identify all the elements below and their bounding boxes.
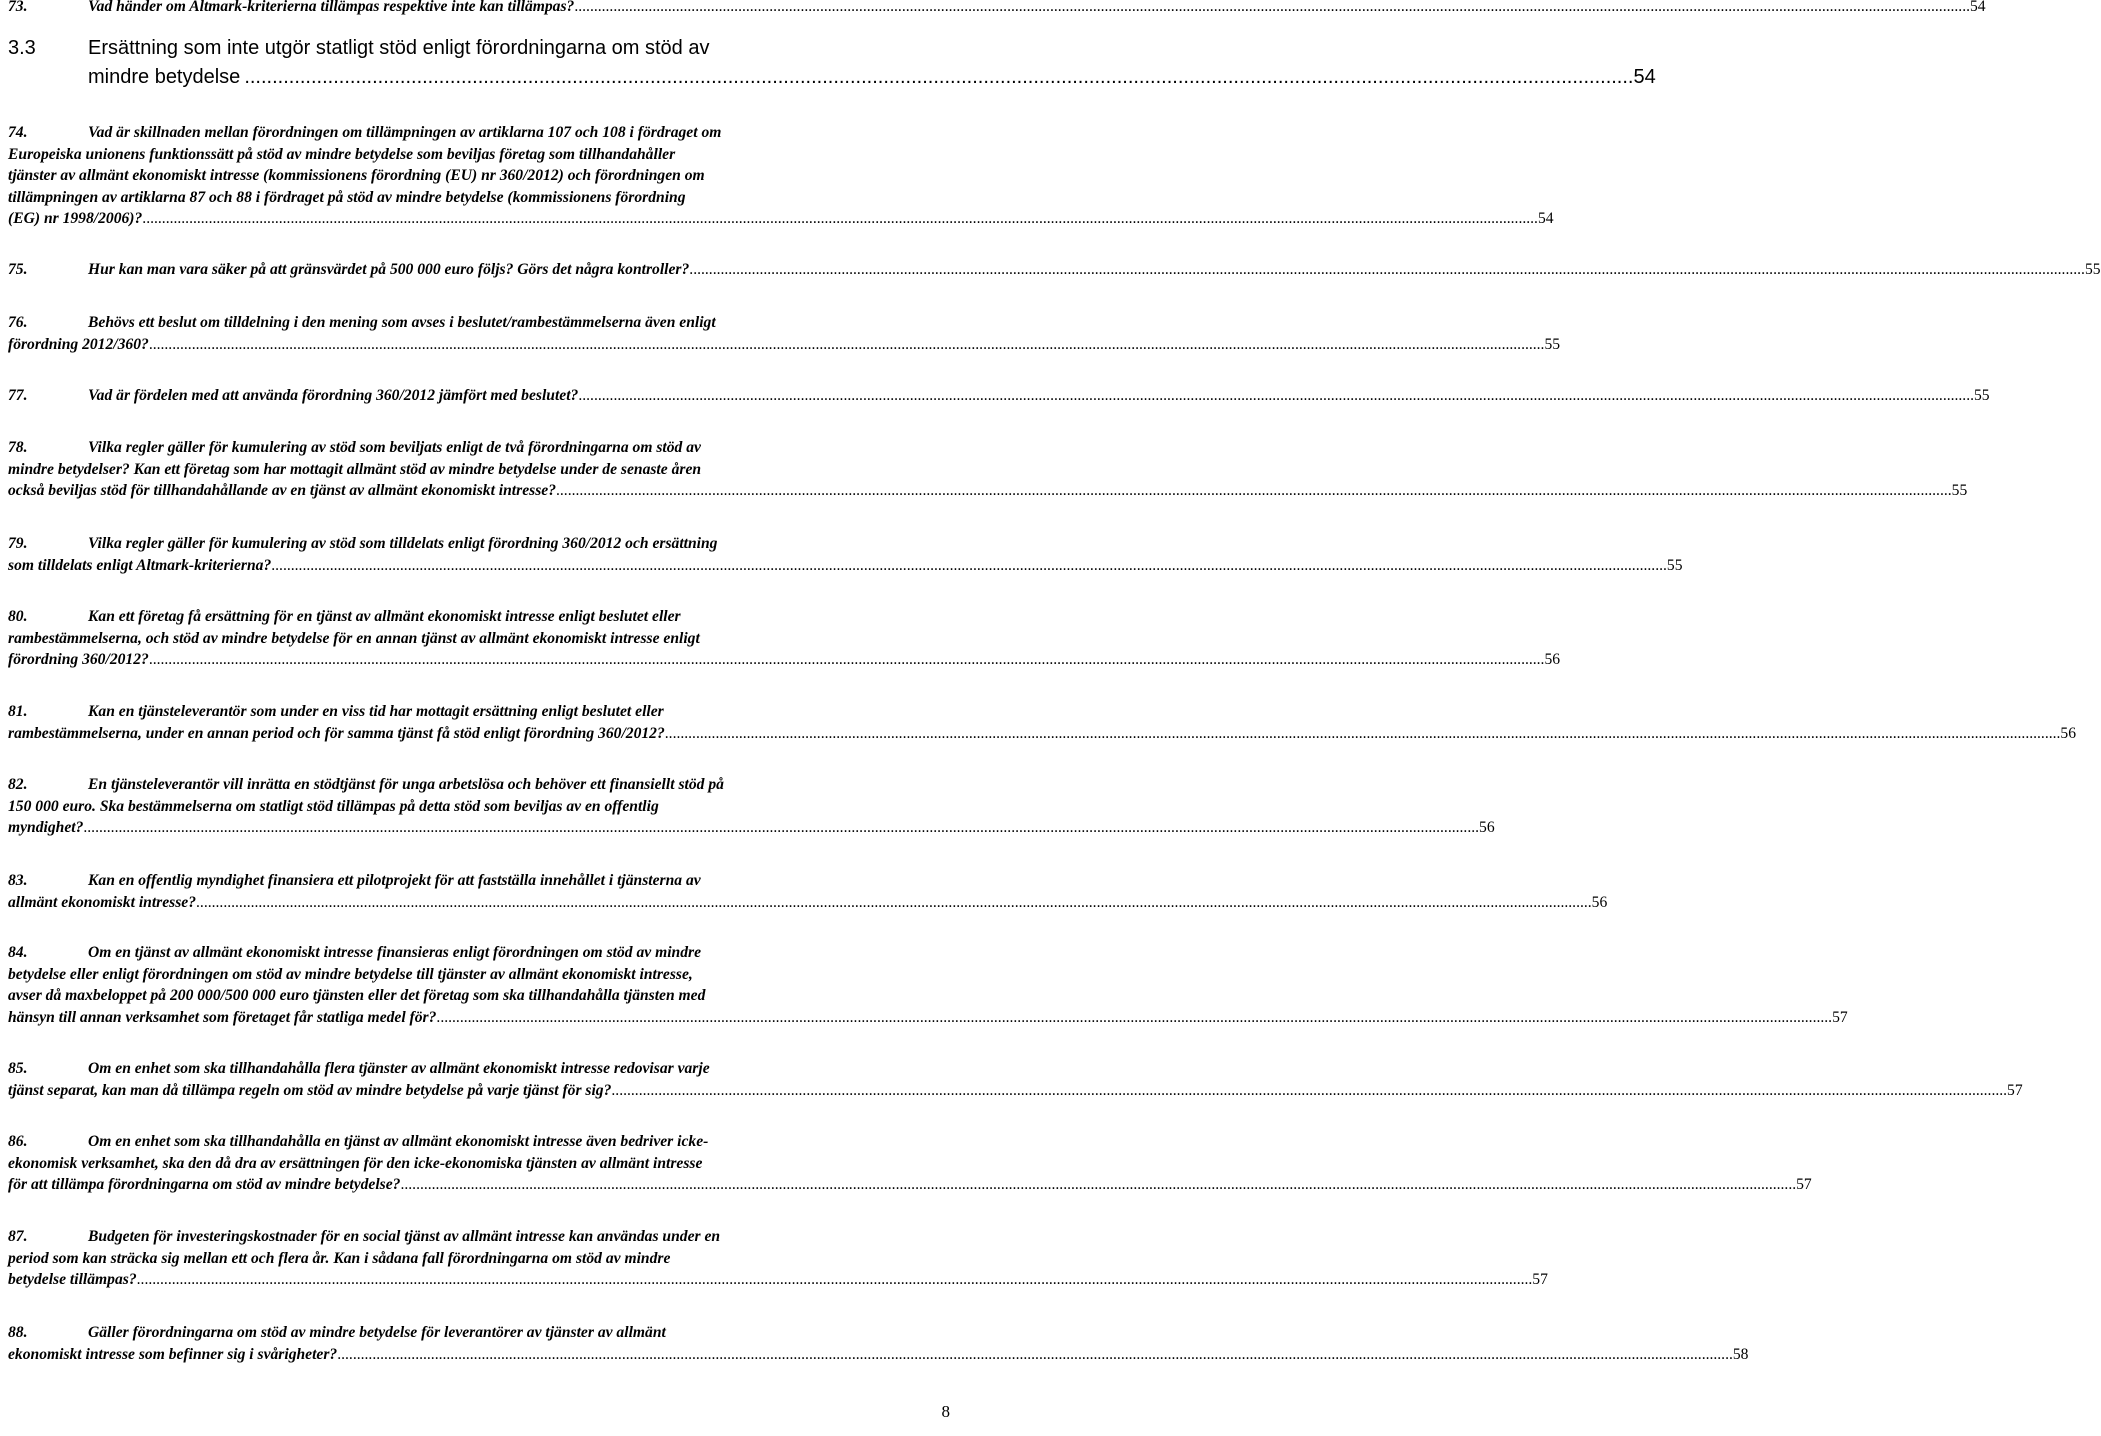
toc-entry-74[interactable]: 74. Vad är skillnaden mellan förordningen om tillämpningen av artiklarna 107 och 108 i fördraget om Europeiska unionens funktionssätt på stöd av mindre betydelse som beviljas företag som tillhandahåller tjänster av allmänt ekonomiskt intresse (kommissionens förordning (EU) nr 360/2012) och förordningen om tillämpningen av artiklarna 87 och 88 i fördraget på stöd av mindre betydelse (kommissionens förordning (EG) nr 1998/2006)? ..... 54 bbox=[8, 122, 880, 230]
toc-entry-88[interactable]: 88. Gäller förordningarna om stöd av mindre betydelse för leverantörer av tjänster av allmänt ekonomiskt intresse som befinner sig i svårigheter? ..... 58 bbox=[8, 1322, 880, 1365]
toc-entry-86[interactable]: 86. Om en enhet som ska tillhandahålla en tjänst av allmänt ekonomiskt intresse även bedriver icke- ekonomisk verksamhet, ska den då dra av ersättningen för den icke-ekonomiska tjänsten av allmänt intresse för att tillämpa förordningarna om stöd av mindre betydelse? ..... 57 bbox=[8, 1131, 880, 1196]
toc-entry-81[interactable]: 81. Kan en tjänsteleverantör som under en viss tid har mottagit ersättning enligt beslutet eller rambestämmelserna, under en annan period och för samma tjänst få stöd enligt förordning 360/2012? ..... 56 bbox=[8, 701, 880, 744]
toc-entry-77[interactable]: 77. Vad är fördelen med att använda förordning 360/2012 jämfört med beslutet? ..... 55 bbox=[8, 385, 880, 407]
section-entry-3-3[interactable]: 3.3 Ersättning som inte utgör statligt stöd enligt förordningarna om stöd av mindre betydelse ..... 54 bbox=[8, 34, 880, 92]
toc-entry-87[interactable]: 87. Budgeten för investeringskostnader för en social tjänst av allmänt intresse kan användas under en period som kan sträcka sig mellan ett och flera år. Kan i sådana fall förordningarna om stöd av mindre betydelse tillämpas? ..... 57 bbox=[8, 1226, 880, 1291]
page-number: 8 bbox=[941, 1402, 950, 1421]
toc-entry-85[interactable]: 85. Om en enhet som ska tillhandahålla flera tjänster av allmänt ekonomiskt intresse redovisar varje tjänst separat, kan man då tillämpa regeln om stöd av mindre betydelse på varje tjänst för sig? ..... 57 bbox=[8, 1058, 880, 1101]
toc-entry-76[interactable]: 76. Behövs ett beslut om tilldelning i den mening som avses i beslutet/rambestämmelserna även enligt förordning 2012/360? ..... 55 bbox=[8, 312, 880, 355]
toc-entry-80[interactable]: 80. Kan ett företag få ersättning för en tjänst av allmänt ekonomiskt intresse enligt beslutet eller rambestämmelserna, och stöd av mindre betydelse för en annan tjänst av allmänt ekonomiskt intresse enligt förordning 360/2012? ..... 56 bbox=[8, 606, 880, 671]
toc-entry-82[interactable]: 82. En tjänsteleverantör vill inrätta en stödtjänst för unga arbetslösa och behöver ett finansiellt stöd på 150 000 euro. Ska bestämmelserna om statligt stöd tillämpas på detta stöd som beviljas av en offentlig myndighet? ..... 56 bbox=[8, 774, 880, 839]
toc-entry-75[interactable]: 75. Hur kan man vara säker på att gränsvärdet på 500 000 euro följs? Görs det några kontroller? ..... 55 bbox=[8, 259, 880, 281]
toc-entry-73[interactable]: 73. Vad händer om Altmark-kriterierna tillämpas respektive inte kan tillämpas? ..... 54 bbox=[8, 0, 880, 18]
toc-entry-83[interactable]: 83. Kan en offentlig myndighet finansiera ett pilotprojekt för att fastställa innehållet i tjänsterna av allmänt ekonomiskt intresse? ..... 56 bbox=[8, 870, 880, 913]
toc-entry-78[interactable]: 78. Vilka regler gäller för kumulering av stöd som beviljats enligt de två förordningarna om stöd av mindre betydelser? Kan ett företag som har mottagit allmänt stöd av mindre betydelse under de senaste åren också beviljas stöd för tillhandahållande av en tjänst av allmänt ekonomiskt intresse? ..... 55 bbox=[8, 437, 880, 502]
toc-entry-79[interactable]: 79. Vilka regler gäller för kumulering av stöd som tilldelats enligt förordning 360/2012 och ersättning som tilldelats enligt Altmark-kriterierna? ..... 55 bbox=[8, 533, 880, 576]
toc-entry-84[interactable]: 84. Om en tjänst av allmänt ekonomiskt intresse finansieras enligt förordningen om stöd av mindre betydelse eller enligt förordningen om stöd av mindre betydelse till tjänster av allmänt ekonomiskt intresse, avser då maxbeloppet på 200 000/500 000 euro tjänsten eller det företag som ska tillhandahålla tjänsten med hänsyn till annan verksamhet som företaget får statliga medel för? ..... 57 bbox=[8, 942, 880, 1028]
